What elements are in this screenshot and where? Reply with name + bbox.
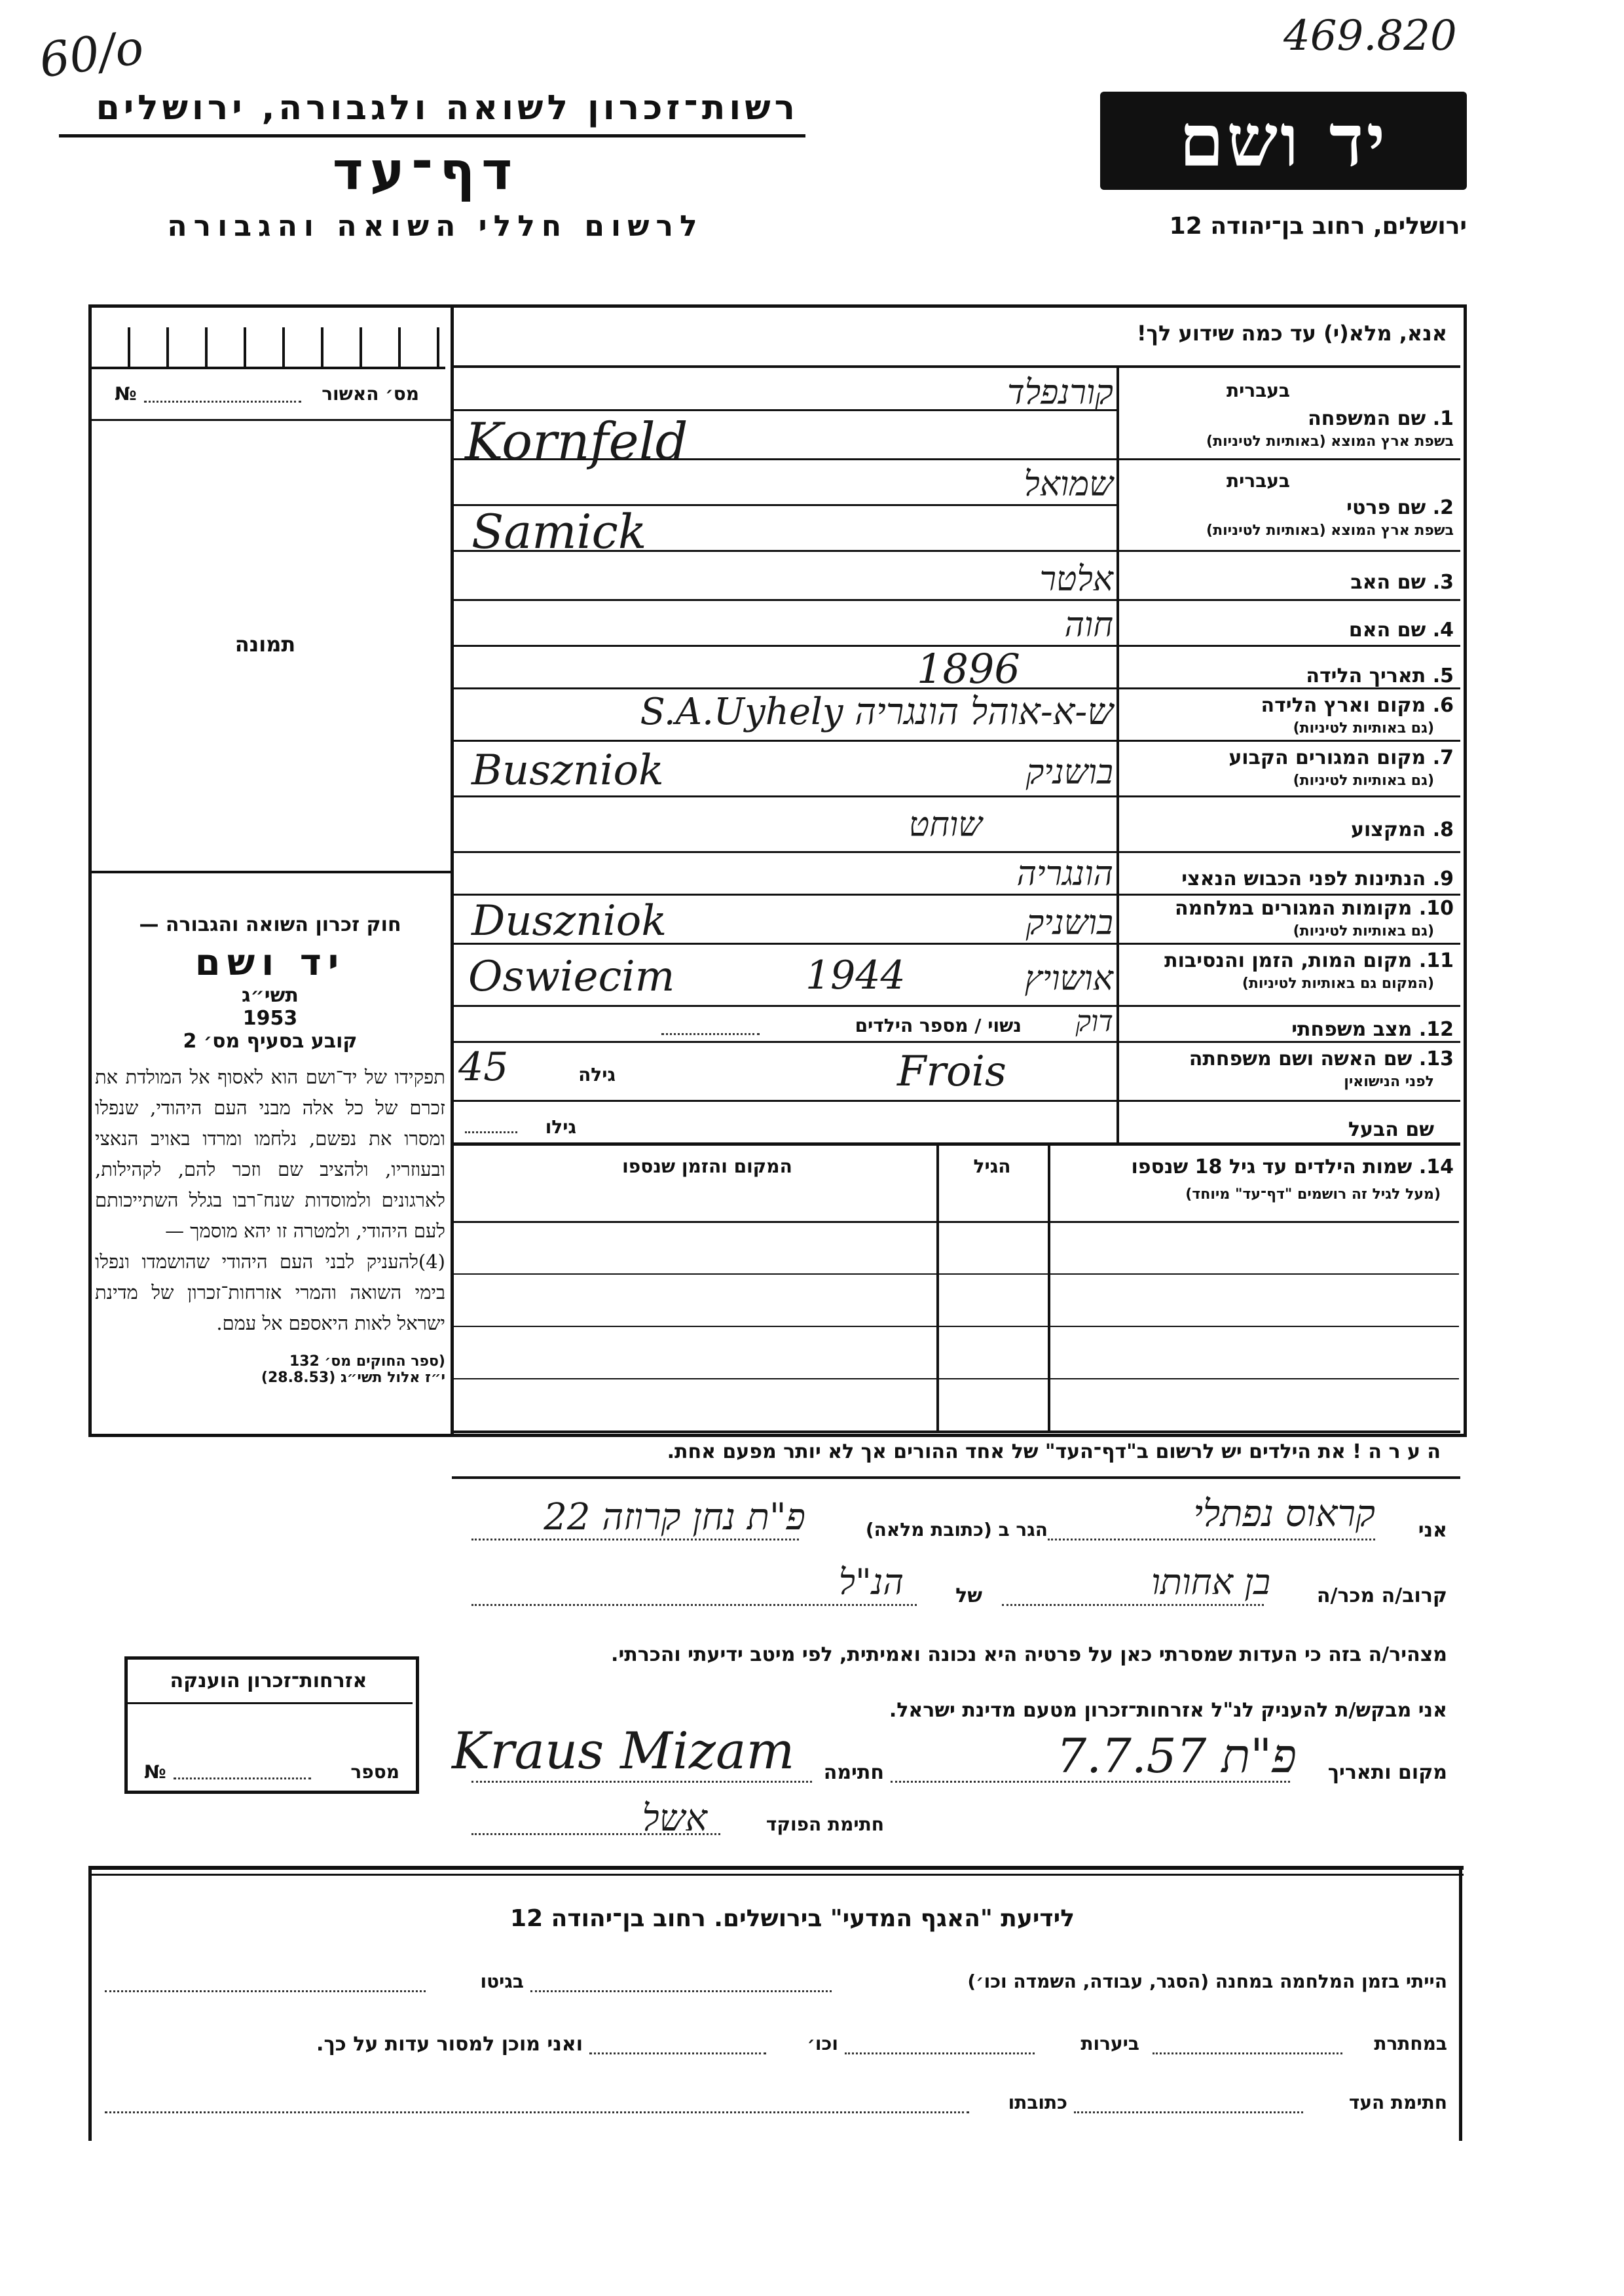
row2-sub: בשפת ארץ המוצא (באותיות לטיניות) <box>1206 522 1454 539</box>
form-subtitle: לרשום חללי השואה והגבורה <box>167 210 704 243</box>
of-label: של <box>955 1584 982 1607</box>
photo-label: תמונה <box>234 632 296 657</box>
birth-date[interactable]: 1896 <box>917 645 1020 693</box>
children-sub: (מעל לגיל זה רושמים "דף־עד" מיוחד) <box>1185 1186 1441 1203</box>
val-line-9 <box>454 894 1116 896</box>
footer-line2a: במחתרת <box>1374 2033 1447 2054</box>
family-name-he[interactable]: קורנפלד <box>1007 373 1113 412</box>
footer-line1a: הייתי בזמן המלחמה במחנה (הסגר, עבודה, השמדה וכו׳) <box>967 1971 1447 1992</box>
row1-sub: בשפת ארץ המוצא (באותיות לטיניות) <box>1206 433 1454 450</box>
row8-label: 8. המקצוע <box>1350 818 1454 841</box>
val-line-3 <box>454 599 1116 601</box>
relation-field <box>1002 1604 1264 1606</box>
row-sep-3 <box>1116 599 1460 601</box>
declarant-address[interactable]: פ"ת נחן קרוזה 22 <box>544 1496 805 1539</box>
death-place-latin[interactable]: Oswiecim <box>468 953 675 1001</box>
first-name-latin[interactable]: Samick <box>471 504 647 559</box>
footer-ghetto-field[interactable] <box>105 1990 426 1992</box>
approval-no: № <box>115 383 137 405</box>
relation-value[interactable]: בן אחותו <box>1151 1561 1270 1603</box>
children-label: 14. שמות הילדים עד גיל 18 שנספו <box>1131 1156 1454 1178</box>
form-title: דף־עד <box>332 141 519 202</box>
citizenship-number-label: מספר <box>350 1761 399 1783</box>
children-top-rule <box>452 1142 1460 1146</box>
footer-title: לידיעת "האגף המדעי" בירושלים. רחוב בן־יהודה 12 <box>510 1905 1075 1932</box>
children-col-1 <box>1048 1144 1050 1432</box>
birth-place[interactable]: ש-א-אוהל הונגריה S.A.Uyhely <box>640 691 1113 733</box>
children-place-header: המקום והזמן שנספו <box>622 1156 792 1177</box>
citizenship[interactable]: הונגריה <box>1016 854 1113 894</box>
citizenship-number-field[interactable] <box>174 1777 311 1779</box>
row2-label: 2. שם פרטי <box>1346 496 1454 519</box>
request-text: אני מבקש/ת להעניק לנ"ל אזרחות־זכרון מטעם מדינת ישראל. <box>889 1699 1447 1722</box>
place-date-label: מקום ותאריך <box>1327 1761 1447 1784</box>
mother-name[interactable]: חוה <box>1064 606 1113 645</box>
first-name-he[interactable]: שמואל <box>1024 465 1113 504</box>
row1-label: 1. שם המשפחה <box>1308 407 1454 430</box>
tick-bar <box>92 327 445 369</box>
children-row-1 <box>454 1273 1459 1275</box>
handwritten-code: 60/o <box>35 19 147 88</box>
children-row-2 <box>454 1326 1459 1327</box>
officer-signature[interactable]: אשל <box>642 1797 707 1840</box>
husband-age-label: גילו <box>545 1116 576 1138</box>
footer-top-rule-2 <box>88 1874 1464 1876</box>
label-col-divider <box>1116 367 1119 1142</box>
marital-status[interactable]: דוק <box>1075 1005 1113 1038</box>
footer-camp-field[interactable] <box>530 1990 832 1992</box>
val-line-8 <box>454 851 1116 853</box>
footer-witness-sig-field[interactable] <box>1074 2111 1303 2113</box>
hebrew-label-1: בעברית <box>1226 380 1290 401</box>
footer-line3a: חתימת העד <box>1348 2092 1447 2113</box>
place-date[interactable]: פ"ת 7.7.57 <box>1056 1728 1297 1783</box>
wife-name[interactable]: Frois <box>897 1048 1006 1096</box>
law-year: 1953 <box>242 1007 298 1030</box>
law-text-2: (4)להעניק לבני העם היהודי שהושמדו ונפלו בימי השואה והמרי אזרחות־זכרון של מדינת ישראל לאות היאספם אל עמם. <box>95 1250 445 1334</box>
approval-label: מס׳ האשור <box>322 383 419 405</box>
children-col-2 <box>936 1144 939 1432</box>
law-section: קובע בסעיף מס׳ 2 <box>183 1030 358 1053</box>
declarant-lives-label: הגר ב (כתובת מלאה) <box>865 1519 1048 1540</box>
approval-rule <box>92 419 452 421</box>
officer-label: חתימת הפוקד <box>766 1813 884 1835</box>
signature[interactable]: Kraus Mizam <box>452 1722 795 1781</box>
law-title: חוק זכרון השואה והגבורה — <box>139 913 401 936</box>
law-year-he: תשי״ג <box>242 984 299 1007</box>
archive-number: 469.820 <box>1283 12 1457 60</box>
residence-latin[interactable]: Buszniok <box>471 746 664 795</box>
law-name: יד ושם <box>194 941 346 984</box>
footer-left-border <box>88 1866 92 2141</box>
row9-label: 9. הנתינות לפני הכבוש הנאצי <box>1181 867 1454 890</box>
children-row-3 <box>454 1378 1459 1379</box>
row-sep-8 <box>1116 851 1460 853</box>
org-line: רשות־זכרון לשואה ולגבורה, ירושלים <box>96 88 799 128</box>
footer-top-rule <box>88 1866 1464 1870</box>
note-text: ה ע ר ה ! את הילדים יש לרשום ב"דף־העד" של אחד ההורים אך לא יותר מפעם אחת. <box>667 1440 1441 1463</box>
declarant-name-field <box>1048 1539 1375 1540</box>
row7-label: 7. מקום המגורים הקבוע <box>1228 746 1454 769</box>
relation-label: קרוב/ה מכר/ה <box>1316 1584 1447 1607</box>
footer-right-border <box>1459 1866 1462 2141</box>
row12-label: 12. מצב משפחתי <box>1291 1018 1454 1041</box>
footer-witness-address-field[interactable] <box>105 2111 969 2113</box>
death-year[interactable]: 1944 <box>805 953 906 998</box>
law-box <box>95 913 445 1386</box>
footer-line1b: בגיטו <box>480 1971 524 1992</box>
row-sep-11 <box>1116 1005 1460 1007</box>
logo-text: יד ושם <box>1179 98 1388 183</box>
row6-label: 6. מקום וארץ הלידה <box>1261 694 1454 717</box>
citizenship-title: אזרחות־זכרון הוענקה <box>170 1669 367 1692</box>
wartime-residence-latin[interactable]: Duszniok <box>471 897 667 945</box>
form-rows <box>1120 367 1454 1152</box>
law-ref-2: י״ז אלול תשי״ג (28.8.53) <box>261 1370 445 1386</box>
row-sep-1 <box>1116 458 1460 460</box>
wartime-residence-he[interactable]: בושניק <box>1025 903 1113 943</box>
row-sep-4 <box>1116 645 1460 647</box>
footer-etc-field[interactable] <box>589 2052 766 2054</box>
footer-forest-field[interactable] <box>845 2052 1035 2054</box>
org-underline <box>59 134 805 137</box>
husband-label: שם הבעל <box>1348 1118 1434 1141</box>
wife-age-label: גילה <box>578 1064 616 1085</box>
hebrew-label-2: בעברית <box>1226 470 1290 492</box>
law-ref: (ספר החוקים מס׳ 132 <box>289 1353 445 1370</box>
row13-sub: לפני הנישואין <box>1344 1074 1434 1090</box>
father-name[interactable]: אלטר <box>1039 560 1113 599</box>
of-field <box>471 1604 917 1606</box>
row-sep-9 <box>1116 894 1460 896</box>
row-sep-13 <box>1116 1100 1460 1102</box>
profession[interactable]: שוחט <box>908 805 982 845</box>
children-count-field[interactable] <box>661 1033 760 1035</box>
declarant-name[interactable]: קראוס נפתלי <box>1193 1493 1375 1535</box>
signature-label: חתימה <box>823 1761 884 1784</box>
val-line-13 <box>454 1100 1116 1102</box>
row10-label: 10. מקומות המגורים במלחמה <box>1175 897 1454 920</box>
death-place-he[interactable]: אושויץ <box>1024 959 1113 998</box>
row6-sub: (גם באותיות לטיניות) <box>1293 720 1434 737</box>
of-value[interactable]: הנ"ל <box>838 1561 904 1603</box>
children-age-header: הגיל <box>973 1156 1011 1177</box>
law-text: תפקידו של יד־ושם הוא לאסוף אל המולדת את זכרם של כל אלה מבני העם היהודי, שנפלו ומסרו את נפשם, נלחמו ומרדו באויב הנאצי ובעוזריו, ולהציב שם וזכר להם, לקהילות, לארגונים ולמוסדות שנח־רבו בגלל השתייכותם לעם היהודי, ולמטרה זו יהא מוסמך — <box>95 1066 445 1242</box>
row13-label: 13. שם האשה ושם משפחתה <box>1189 1048 1454 1070</box>
residence-he[interactable]: בושניק <box>1025 753 1113 792</box>
wife-age[interactable]: 45 <box>458 1044 509 1090</box>
declarant-i-label: אני <box>1418 1519 1447 1542</box>
citizenship-no: № <box>144 1761 166 1783</box>
row-sep-7 <box>1116 795 1460 797</box>
signature-field <box>471 1781 812 1783</box>
marital-status-label: נשוי / מספר הילדים <box>855 1015 1022 1036</box>
children-header-rule <box>454 1221 1459 1223</box>
declaration-text: מצהיר/ה בזה כי העדות שמסרתי כאן על פרטיה היא נכונה ואמיתית, לפי מיטב ידיעתי והכרתי. <box>611 1643 1447 1666</box>
row-sep-5 <box>1116 687 1460 689</box>
row11-sub: (המקום גם באותיות לטיניות) <box>1242 975 1434 992</box>
note-top-rule <box>452 1430 1460 1433</box>
row-sep-2 <box>1116 550 1460 552</box>
row5-label: 5. תאריך הלידה <box>1306 665 1454 687</box>
val-line-7 <box>454 795 1116 797</box>
val-line-6 <box>454 740 1116 742</box>
row11-label: 11. מקום המות, הזמן והנסיבות <box>1164 949 1454 972</box>
husband-age-field[interactable] <box>465 1131 517 1133</box>
footer-line2d: ואני מוכן למסור עדות על כך. <box>316 2033 583 2056</box>
row-sep-12 <box>1116 1041 1460 1043</box>
note-bottom-rule <box>452 1476 1460 1479</box>
approval-field[interactable] <box>144 401 301 403</box>
footer-underground-field[interactable] <box>1153 2052 1342 2054</box>
row7-sub: (גם באותיות לטיניות) <box>1293 773 1434 789</box>
photo-rule <box>92 871 452 873</box>
val-line-12 <box>454 1041 1116 1043</box>
instructions: אנא, מלא(י) עד כמה שידוע לך! <box>1136 321 1447 346</box>
row10-sub: (גם באותיות לטיניות) <box>1293 923 1434 939</box>
officer-field <box>471 1833 720 1835</box>
citizenship-title-rule <box>128 1702 413 1704</box>
declarant-address-field <box>471 1539 799 1540</box>
footer-line3b: כתובתו <box>1008 2092 1067 2113</box>
address: ירושלים, רחוב בן־יהודה 12 <box>1169 213 1467 240</box>
row4-label: 4. שם האם <box>1348 619 1454 642</box>
row-sep-6 <box>1116 740 1460 742</box>
place-date-field <box>891 1781 1290 1783</box>
row-sep-10 <box>1116 943 1460 945</box>
yad-vashem-logo <box>1100 92 1467 190</box>
family-name-latin[interactable]: Kornfeld <box>465 412 688 471</box>
footer-line2b: ביערות <box>1080 2033 1139 2054</box>
footer-line2c: וכו׳ <box>807 2033 838 2054</box>
row3-label: 3. שם האב <box>1350 571 1454 594</box>
